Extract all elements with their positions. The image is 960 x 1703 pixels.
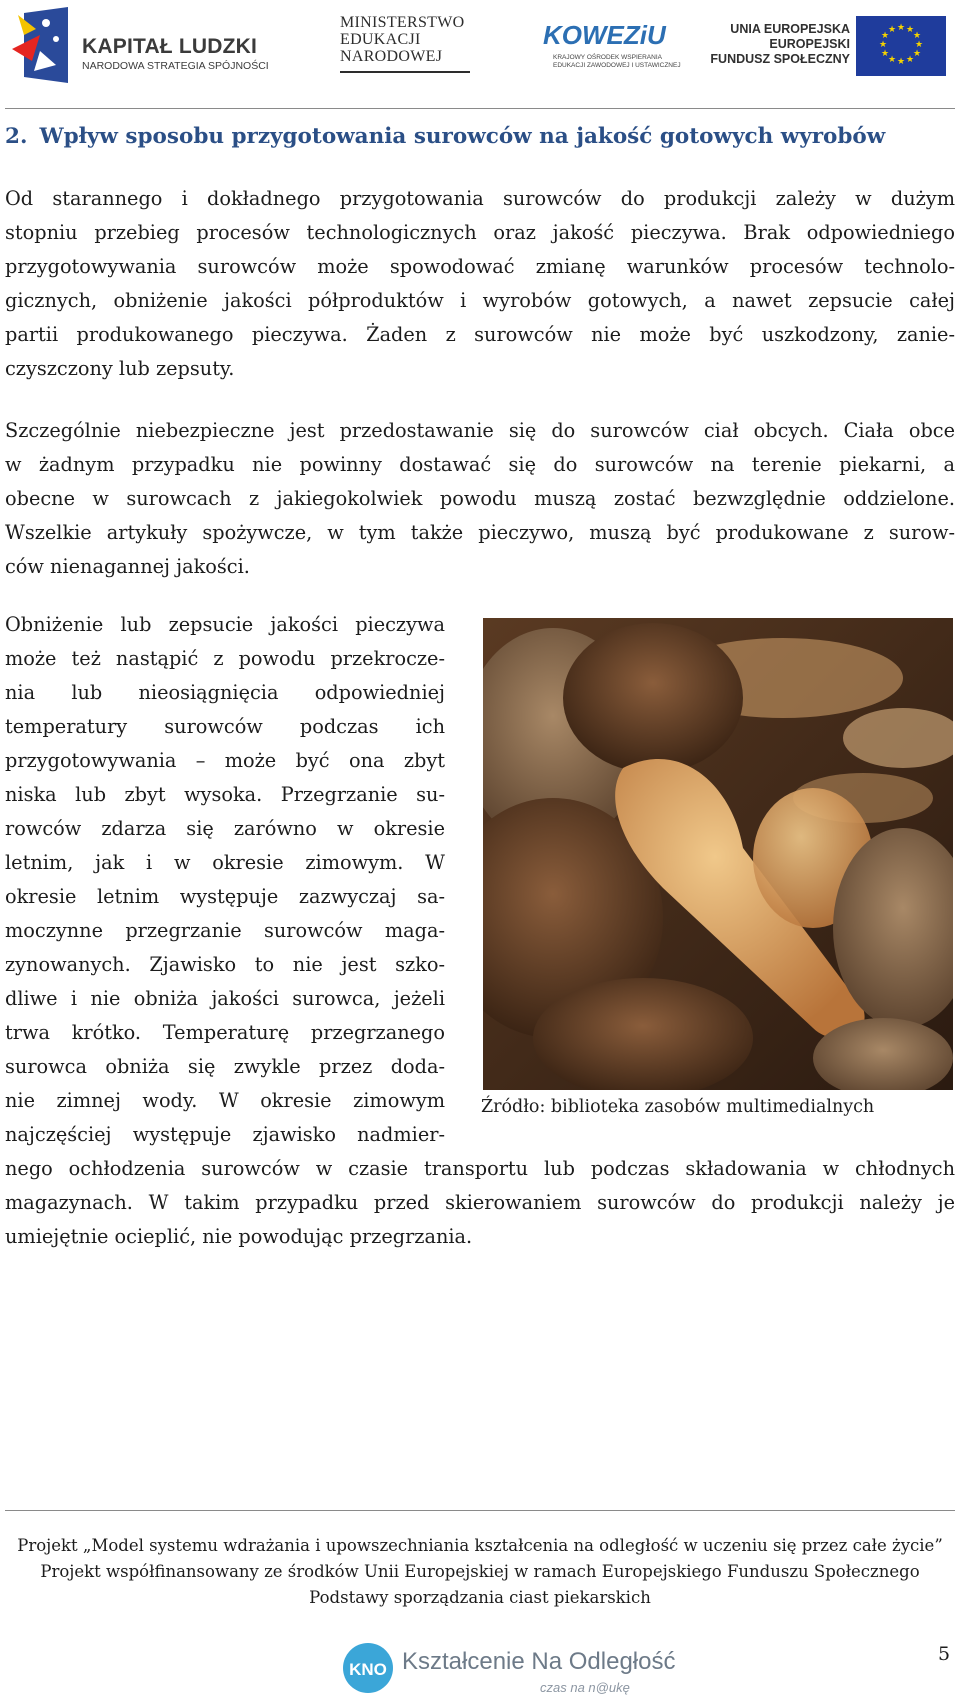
section-heading (5, 124, 955, 149)
kapital-ludzki-subtitle: NARODOWA STRATEGIA SPÓJNOŚCI (82, 60, 269, 72)
paragraph-3-line: nego ochłodzenia surowców w czasie transportu lub podczas składowania w chłodnych (5, 1157, 955, 1180)
koweziu-sub-line-2: EDUKACJI ZAWODOWEJ I USTAWICZNEJ (553, 62, 681, 69)
paragraph-3-line: najczęściej występuje zjawisko nadmier- (5, 1123, 445, 1146)
paragraph-3-line: okresie letnim występuje zazwyczaj sa- (5, 885, 445, 908)
kno-logo (340, 1640, 676, 1700)
footer-funding-line: Projekt współfinansowany ze środków Unii Europejskiej w ramach Europejskiego Funduszu Społecznego (40, 1562, 920, 1581)
paragraph-3-line: może też nastąpić z powodu przekrocze- (5, 647, 445, 670)
paragraph-1-line: stopniu przebieg procesów technologicznych oraz jakość pieczywa. Brak odpowiedniego (5, 221, 955, 244)
paragraph-1-line: partii produkowanego pieczywa. Żaden z surowców nie może być uszkodzony, zanie- (5, 323, 955, 346)
ministry-logo (340, 14, 475, 78)
svg-text:★: ★ (896, 23, 906, 33)
eu-flag-icon (856, 16, 946, 76)
paragraph-3-line: nia lub nieosiągnięcia odpowiedniej (5, 681, 445, 704)
bread-photo (483, 618, 953, 1090)
paragraph-3-line: moczynne przegrzanie surowców maga- (5, 919, 445, 942)
paragraph-3-continued (5, 1152, 955, 1254)
koweziu-sub-line-1: KRAJOWY OŚRODEK WSPIERANIA (553, 54, 662, 61)
figure-caption: Źródło: biblioteka zasobów multimedialnych (481, 1097, 875, 1117)
svg-text:★: ★ (905, 25, 915, 35)
kapital-ludzki-logo (10, 5, 269, 90)
kno-mark: KNO (349, 1660, 387, 1679)
svg-text:★: ★ (905, 55, 915, 65)
page-header (0, 0, 960, 108)
footer (0, 1533, 960, 1611)
koweziu-title: KOWEZiU (543, 20, 666, 50)
header-divider (5, 108, 955, 109)
paragraph-3-line: nie zimnej wody. W okresie zimowym (5, 1089, 445, 1112)
paragraph-1-line: przygotowywania surowców może spowodować zmianę warunków procesów technolo- (5, 255, 955, 278)
paragraph-1-line: czyszczony lub zepsuty. (5, 357, 235, 380)
paragraph-1-line: Od starannego i dokładnego przygotowania surowców do produkcji zależy w dużym (5, 187, 955, 210)
svg-text:★: ★ (880, 31, 890, 41)
koweziu-subtitle (553, 54, 681, 70)
svg-text:★: ★ (887, 25, 897, 35)
eu-line-2: EUROPEJSKI (769, 37, 850, 51)
kno-name: Kształcenie Na Odległość (402, 1648, 676, 1675)
kapital-ludzki-emblem-icon (10, 5, 72, 85)
svg-text:★: ★ (912, 31, 922, 41)
paragraph-2 (5, 414, 955, 584)
ministry-line-2: EDUKACJI (340, 31, 421, 48)
paragraph-1 (5, 182, 955, 386)
eu-line-1: UNIA EUROPEJSKA (730, 22, 850, 36)
eu-logo (710, 14, 950, 78)
bread-image-icon (483, 618, 953, 1090)
page-number: 5 (938, 1643, 951, 1665)
footer-document-title: Podstawy sporządzania ciast piekarskich (309, 1588, 651, 1607)
svg-text:★: ★ (896, 57, 906, 67)
paragraph-3-line: magazynach. W takim przypadku przed skierowaniem surowców do produkcji należy je (5, 1191, 955, 1214)
svg-text:★: ★ (878, 40, 888, 50)
ministry-name (340, 14, 464, 65)
paragraph-1-line: gicznych, obniżenie jakości półproduktów i wyrobów gotowych, a nawet zepsucie całej (5, 289, 955, 312)
svg-text:★: ★ (914, 40, 924, 50)
svg-text:★: ★ (887, 55, 897, 65)
eu-stars-icon (856, 16, 946, 76)
paragraph-3-line: zynowanych. Zjawisko to nie jest szko- (5, 953, 445, 976)
paragraph-2-line: obecne w surowcach z jakiegokolwiek powodu muszą zostać bezwzględnie oddzielone. (5, 487, 955, 510)
eu-text (710, 22, 850, 67)
paragraph-3-line: dliwe i nie obniża jakości surowca, jeżeli (5, 987, 445, 1010)
ministry-rule (340, 71, 470, 73)
paragraph-3-line: rowców zdarza się zarówno w okresie (5, 817, 445, 840)
footer-project-line: Projekt „Model systemu wdrażania i upowszechniania kształcenia na odległość w uczeniu się przez całe życie” (17, 1536, 943, 1555)
koweziu-logo (543, 12, 681, 78)
section-title: Wpływ sposobu przygotowania surowców na jakość gotowych wyrobów (39, 124, 886, 149)
paragraph-2-line: w żadnym przypadku nie powinny dostawać się do surowców na terenie piekarni, a (5, 453, 955, 476)
ministry-line-1: MINISTERSTWO (340, 14, 465, 31)
paragraph-3-line: letnim, jak i w okresie zimowym. W (5, 851, 445, 874)
paragraph-3-line: Obniżenie lub zepsucie jakości pieczywa (5, 613, 445, 636)
paragraph-2-line: Szczególnie niebezpieczne jest przedostawanie się do surowców ciał obcych. Ciała obce (5, 419, 955, 442)
kno-globe-icon (342, 1642, 394, 1694)
kapital-ludzki-title: KAPITAŁ LUDZKI (82, 35, 258, 58)
paragraph-3-line: surowca obniża się zwykle przez doda- (5, 1055, 445, 1078)
eu-line-3: FUNDUSZ SPOŁECZNY (710, 52, 850, 66)
paragraph-2-line: Wszelkie artykuły spożywcze, w tym także pieczywo, muszą być produkowane z surow- (5, 521, 955, 544)
kno-tagline: czas na n@ukę (540, 1680, 630, 1695)
ministry-line-3: NARODOWEJ (340, 48, 443, 65)
paragraph-3-line: temperatury surowców podczas ich (5, 715, 445, 738)
section-number: 2. (5, 124, 28, 149)
footer-divider (5, 1510, 955, 1511)
svg-text:★: ★ (912, 49, 922, 59)
paragraph-3-line: umiejętnie ocieplić, nie powodując przegrzania. (5, 1225, 473, 1248)
paragraph-3-line: przygotowywania – może być ona zbyt (5, 749, 445, 772)
paragraph-3-line: niska lub zbyt wysoka. Przegrzanie su- (5, 783, 445, 806)
paragraph-3-column (5, 608, 445, 1152)
paragraph-3-line: trwa krótko. Temperaturę przegrzanego (5, 1021, 445, 1044)
svg-text:★: ★ (880, 49, 890, 59)
paragraph-2-line: ców nienagannej jakości. (5, 555, 250, 578)
